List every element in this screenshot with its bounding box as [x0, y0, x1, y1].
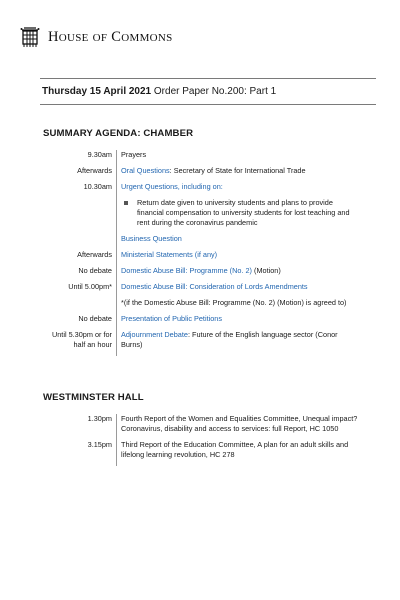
- chamber-agenda: [40, 150, 360, 356]
- agenda-item-text: : Secretary of State for International Trade: [169, 166, 306, 175]
- agenda-item-text: : Future of the English language sector (Conor Burns): [121, 330, 338, 349]
- westminster-hall-section-title: WESTMINSTER HALL: [43, 392, 144, 403]
- agenda-row: [40, 414, 360, 440]
- agenda-time: Afterwards: [77, 166, 112, 175]
- agenda-row: [40, 314, 360, 330]
- agenda-time: 3.15pm: [87, 440, 112, 449]
- agenda-time: 9.30am: [87, 150, 112, 159]
- agenda-item: Third Report of the Education Committee, A plan for an adult skills and lifelong learning revolution, HC 278: [116, 440, 360, 466]
- agenda-row: [40, 182, 360, 234]
- agenda-row: [40, 234, 360, 250]
- agenda-row: [40, 150, 360, 166]
- square-bullet-icon: [124, 201, 128, 205]
- programme-motion-link[interactable]: Domestic Abuse Bill: Programme (No. 2): [121, 266, 252, 275]
- order-paper-number: Order Paper No.200: Part 1: [153, 86, 277, 97]
- portcullis-icon: [20, 26, 40, 48]
- urgent-question-bullet: [121, 198, 360, 228]
- agenda-time: 10.30am: [83, 182, 112, 191]
- oral-questions-link[interactable]: Oral Questions: [121, 166, 170, 175]
- agenda-row: [40, 330, 360, 356]
- agenda-row: [40, 440, 360, 466]
- agenda-time: Afterwards: [77, 250, 112, 259]
- urgent-questions-link[interactable]: Urgent Questions, including on:: [121, 182, 223, 191]
- agenda-row: [40, 266, 360, 282]
- date-bar: [42, 86, 276, 97]
- agenda-row: [40, 166, 360, 182]
- agenda-time: Until 5.30pm or for half an hour: [51, 330, 112, 349]
- agenda-item: Fourth Report of the Women and Equalities Committee, Unequal impact? Coronavirus, disability and access to services: full Report, HC 1050: [116, 414, 360, 440]
- house-of-commons-wordmark: HOUSE OF COMMONS: [48, 28, 173, 45]
- lords-amendments-link[interactable]: Domestic Abuse Bill: Consideration of Lords Amendments: [121, 282, 308, 291]
- bottom-divider: [40, 104, 376, 105]
- ministerial-statements-link[interactable]: Ministerial Statements (if any): [121, 250, 218, 259]
- chamber-section-title: SUMMARY AGENDA: CHAMBER: [43, 128, 194, 139]
- agenda-row: [40, 250, 360, 266]
- urgent-question-text: Return date given to university students and plans to provide financial compensation to university students for lost teaching and rent during the coronavirus pandemic: [137, 198, 350, 227]
- order-paper-date: Thursday 15 April 2021: [42, 86, 152, 97]
- agenda-footnote: *(if the Domestic Abuse Bill: Programme (No. 2) (Motion) is agreed to): [121, 298, 347, 307]
- agenda-time: No debate: [78, 314, 112, 323]
- agenda-row: [40, 282, 360, 298]
- agenda-time: 1.30pm: [87, 414, 112, 423]
- top-divider: [40, 78, 376, 79]
- agenda-time: Until 5.00pm*: [68, 282, 112, 291]
- adjournment-debate-link[interactable]: Adjournment Debate: [121, 330, 188, 339]
- business-question-link[interactable]: Business Question: [121, 234, 182, 243]
- agenda-item-text: (Motion): [251, 266, 281, 275]
- agenda-time: No debate: [78, 266, 112, 275]
- public-petitions-link[interactable]: Presentation of Public Petitions: [121, 314, 222, 323]
- agenda-item: Prayers: [116, 150, 360, 166]
- house-of-commons-header: [20, 26, 173, 48]
- agenda-row: [40, 298, 360, 314]
- westminster-hall-agenda: [40, 414, 360, 466]
